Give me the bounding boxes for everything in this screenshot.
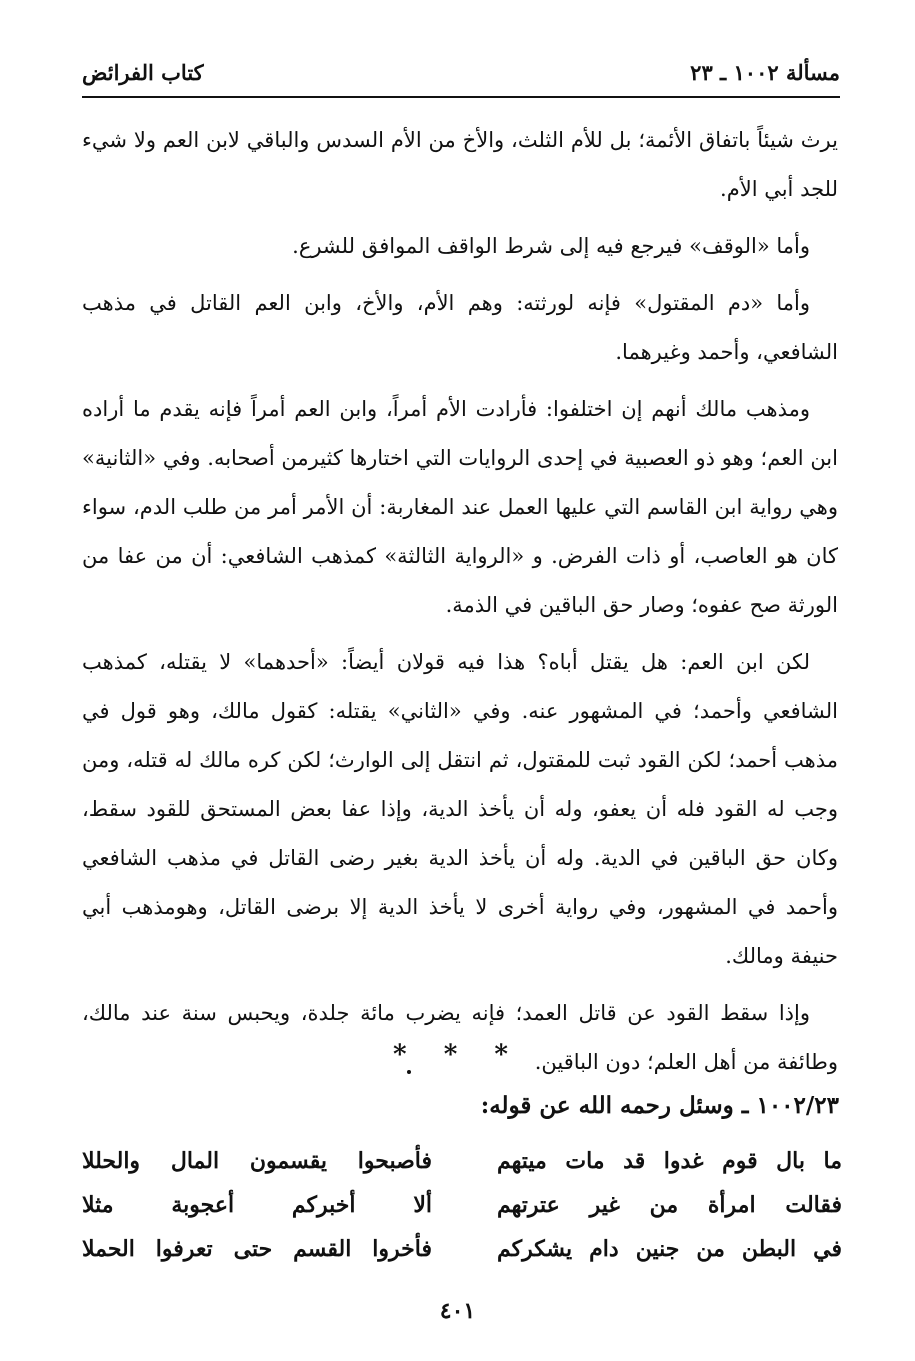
paragraph-3: وأما «دم المقتول» فإنه لورثته: وهم الأم، والأخ، وابن العم القاتل في مذهب الشافعي، وأحمد وغيرهما. [82,291,838,364]
running-header [82,56,840,96]
poem [82,1148,842,1280]
poem-second-hemistich: ألا أخبركم أعجوبة مثلا [82,1192,432,1218]
question-heading: ١٠٠٢/٢٣ ـ وسئل رحمه الله عن قوله: [480,1092,839,1119]
paragraph-2: وأما «الوقف» فيرجع فيه إلى شرط الواقف الموافق للشرع. [292,234,810,258]
page-number: ٤٠١ [439,1298,476,1324]
header-divider [82,96,840,98]
poem-first-hemistich: ما بال قوم غدوا قد مات ميتهم [497,1148,842,1174]
body-text [82,116,838,1095]
paragraph-4: ومذهب مالك أنهم إن اختلفوا: فأرادت الأم أمراً، وابن العم أمراً فإنه يقدم ما أراده ابن العم؛ وهو ذو العصبية في إحدى الروايات التي اختارها كثيرمن أصحابه. وفي «الثانية» وهي رواية ابن القاسم التي عليها العمل عند المغاربة: أن الأمر أمر من طلب الدم، سواء كان هو العاصب، أو ذات الفرض. و «الرواية الثالثة» كمذهب الشافعي: أن من عفا من الورثة صح عفوه؛ وصار حق الباقين في الذمة. [82,397,838,617]
paragraph-1: يرث شيئاً باتفاق الأئمة؛ بل للأم الثلث، والأخ من الأم السدس والباقي لابن العم ولا شيء للجد أبي الأم. [82,128,838,201]
poem-second-hemistich: فأخروا القسم حتى تعرفوا الحملا [82,1236,432,1262]
book-title: كتاب الفرائض [82,60,204,85]
section-separator: * * * [393,1040,522,1070]
paragraph-6: وإذا سقط القود عن قاتل العمد؛ فإنه يضرب مائة جلدة، ويحبس سنة عند مالك، وطائفة من أهل العلم؛ دون الباقين. [82,1001,838,1074]
poem-line [82,1148,842,1192]
issue-number: مسألة ١٠٠٢ ـ ٢٣ [690,60,840,85]
paragraph-5: لكن ابن العم: هل يقتل أباه؟ هذا فيه قولان أيضاً: «أحدهما» لا يقتله، كمذهب الشافعي وأحمد؛ في المشهور عنه. وفي «الثاني» يقتله: كقول مالك، وهو قول في مذهب أحمد؛ لكن القود ثبت للمقتول، ثم انتقل إلى الوارث؛ لكن كره مالك له قتله، ومن وجب له القود فله أن يعفو، وله أن يأخذ الدية، وإذا عفا بعض المستحق للقود سقط، وكان حق الباقين في الدية. وله أن يأخذ الدية بغير رضى القاتل في مذهب الشافعي وأحمد في المشهور، وفي رواية أخرى لا يأخذ الدية إلا برضى القاتل، وهومذهب أبي حنيفة ومالك. [82,650,838,968]
poem-second-hemistich: فأصبحوا يقسمون المال والحللا [82,1148,432,1174]
poem-line [82,1236,842,1280]
decorative-dot [407,1070,411,1074]
poem-first-hemistich: في البطن من جنين دام يشكركم [497,1236,842,1262]
poem-first-hemistich: فقالت امرأة من غير عترتهم [497,1192,842,1218]
poem-line [82,1192,842,1236]
